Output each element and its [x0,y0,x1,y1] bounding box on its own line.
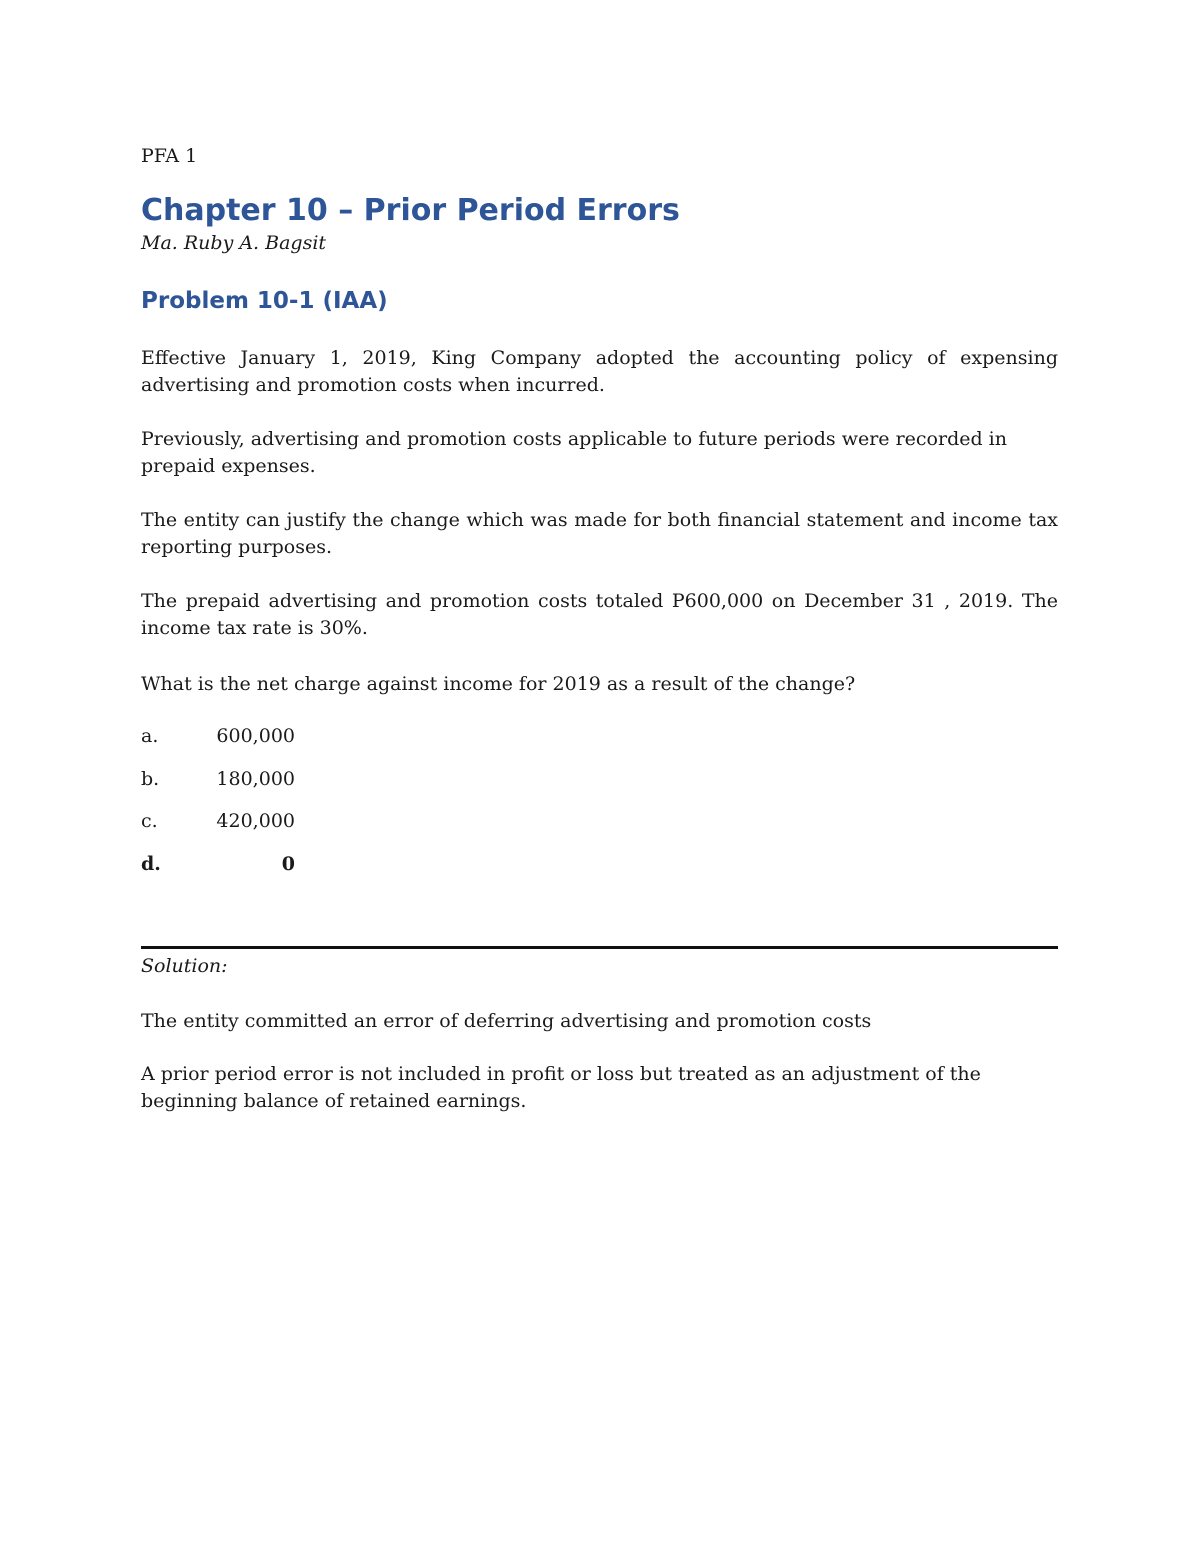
author-name: Ma. Ruby A. Bagsit [141,232,327,254]
solution-label: Solution: [141,955,228,977]
choice-a [141,723,301,749]
choice-value: 420,000 [216,810,295,832]
choice-letter: a. [141,725,159,747]
problem-question: What is the net charge against income for 2019 as a result of the change? [141,673,856,695]
section-divider [141,946,1058,949]
problem-paragraph: The entity can justify the change which was made for both financial statement and income tax reporting purposes. [141,509,1058,558]
choice-letter: d. [141,853,161,875]
problem-paragraph: The prepaid advertising and promotion costs totaled P600,000 on December 31 , 2019. The income tax rate is 30%. [141,590,1058,639]
solution-paragraph: A prior period error is not included in profit or loss but treated as an adjustment of the beginning balance of retained earnings. [141,1063,981,1112]
choice-letter: b. [141,768,160,790]
solution-paragraph: The entity committed an error of deferring advertising and promotion costs [141,1010,872,1032]
choice-value: 180,000 [216,768,295,790]
choice-letter: c. [141,810,158,832]
choice-c [141,808,301,834]
choice-value: 0 [281,853,295,875]
problem-title: Problem 10-1 (IAA) [141,288,388,314]
choice-value: 600,000 [216,725,295,747]
problem-paragraph: Previously, advertising and promotion costs applicable to future periods were recorded in prepaid expenses. [141,428,1007,477]
problem-paragraph: Effective January 1, 2019, King Company adopted the accounting policy of expensing advertising and promotion costs when incurred. [141,347,1058,396]
choice-d-answer [141,851,301,877]
course-code: PFA 1 [141,145,198,167]
chapter-title: Chapter 10 – Prior Period Errors [141,193,680,228]
choice-b [141,766,301,792]
